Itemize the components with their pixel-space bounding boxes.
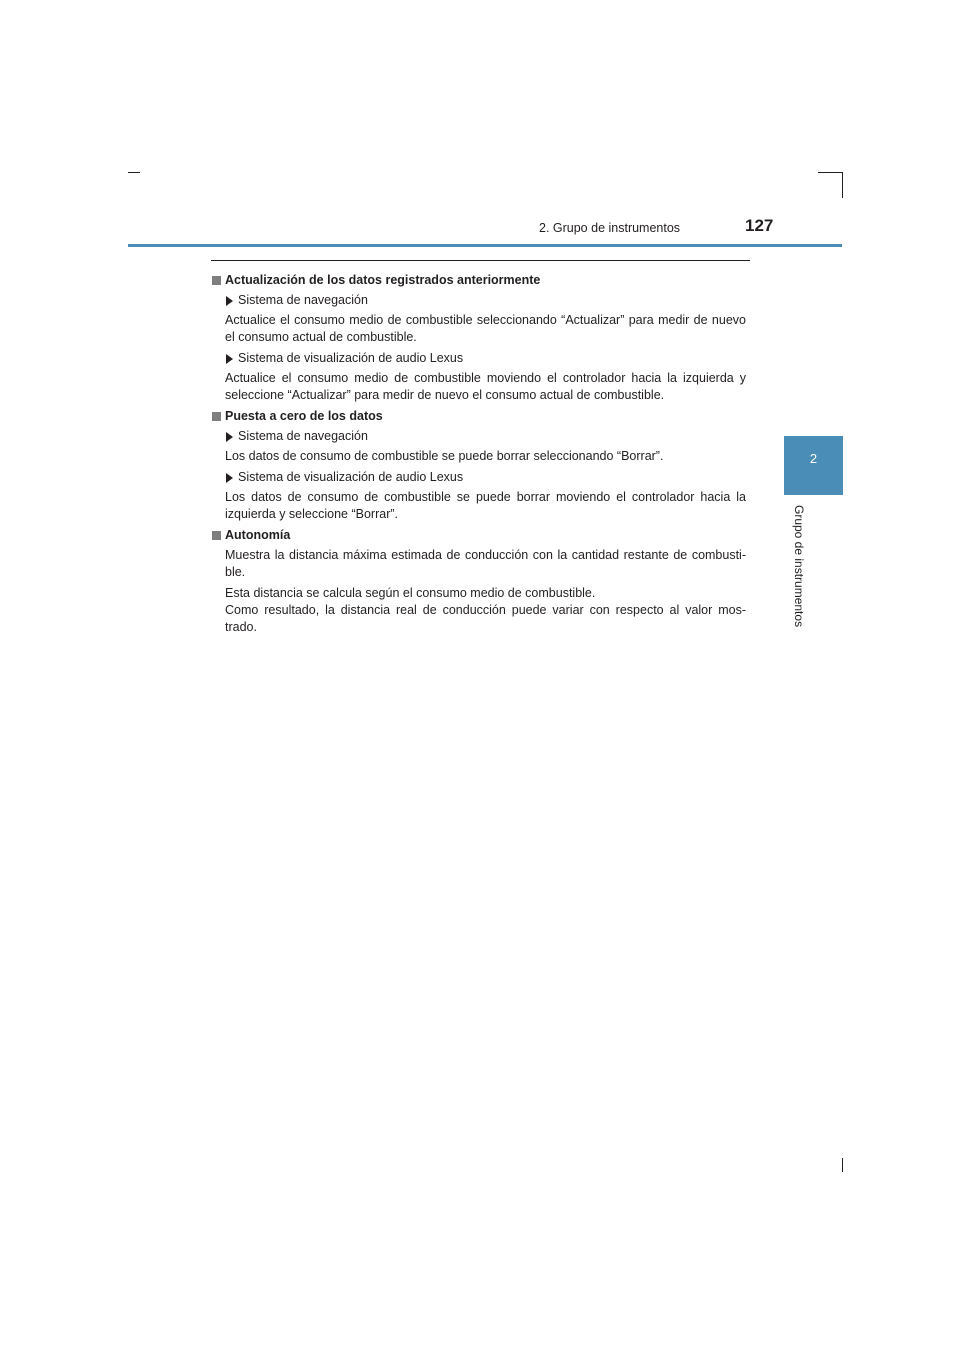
chapter-tab[interactable] xyxy=(784,436,843,495)
subheading-text: Sistema de navegación xyxy=(238,293,368,307)
heading-text: Actualización de los datos registrados anteriormente xyxy=(225,273,541,287)
triangle-bullet-icon xyxy=(226,354,233,364)
square-bullet-icon xyxy=(212,412,221,421)
heading-autonomia xyxy=(211,527,746,544)
subheading-text: Sistema de visualización de audio Lexus xyxy=(238,351,464,365)
subheading-audio-lexus xyxy=(211,469,746,486)
triangle-bullet-icon xyxy=(226,432,233,442)
paragraph: Los datos de consumo de combustible se puede borrar moviendo el controlador hacia la izquierda y seleccione “Borrar”. xyxy=(225,490,746,521)
crop-mark-bottom-right-v xyxy=(842,1158,843,1172)
page-content xyxy=(211,268,746,640)
triangle-bullet-icon xyxy=(226,473,233,483)
paragraph: Los datos de consumo de combustible se puede borrar seleccionando “Borrar”. xyxy=(225,449,664,463)
chapter-tab-number: 2 xyxy=(809,451,818,466)
subheading-navegacion xyxy=(211,292,746,309)
subheading-text: Sistema de navegación xyxy=(238,429,368,443)
heading-text: Puesta a cero de los datos xyxy=(225,409,383,423)
chapter-side-label: Grupo de instrumentos xyxy=(792,505,806,628)
page-number: 127 xyxy=(745,216,774,235)
crop-mark-top-right-v xyxy=(842,172,843,198)
paragraph: Actualice el consumo medio de combustible seleccionando “Actualizar” para medir de nuevo el consumo actual de combustible. xyxy=(225,313,746,344)
square-bullet-icon xyxy=(212,276,221,285)
paragraph: Actualice el consumo medio de combustible moviendo el controlador hacia la izquierda y seleccione “Actualizar” para medir de nuevo el consumo actual de combustible. xyxy=(225,371,746,402)
heading-puesta-a-cero xyxy=(211,408,746,425)
triangle-bullet-icon xyxy=(226,296,233,306)
header-rule xyxy=(128,244,842,247)
paragraph: Como resultado, la distancia real de conducción puede variar con respecto al valor mos-trado. xyxy=(225,603,746,634)
crop-mark-top-right-h xyxy=(818,172,842,173)
content-top-rule xyxy=(211,260,750,261)
crop-mark-top-left-h xyxy=(128,172,140,173)
heading-text: Autonomía xyxy=(225,528,291,542)
heading-actualizacion xyxy=(211,272,746,289)
section-title: 2. Grupo de instrumentos xyxy=(539,221,681,235)
paragraph: Esta distancia se calcula según el consumo medio de combustible. xyxy=(225,586,596,600)
paragraph: Muestra la distancia máxima estimada de conducción con la cantidad restante de combusti-ble. xyxy=(225,548,746,579)
subheading-text: Sistema de visualización de audio Lexus xyxy=(238,470,464,484)
subheading-audio-lexus xyxy=(211,350,746,367)
subheading-navegacion xyxy=(211,428,746,445)
square-bullet-icon xyxy=(212,531,221,540)
